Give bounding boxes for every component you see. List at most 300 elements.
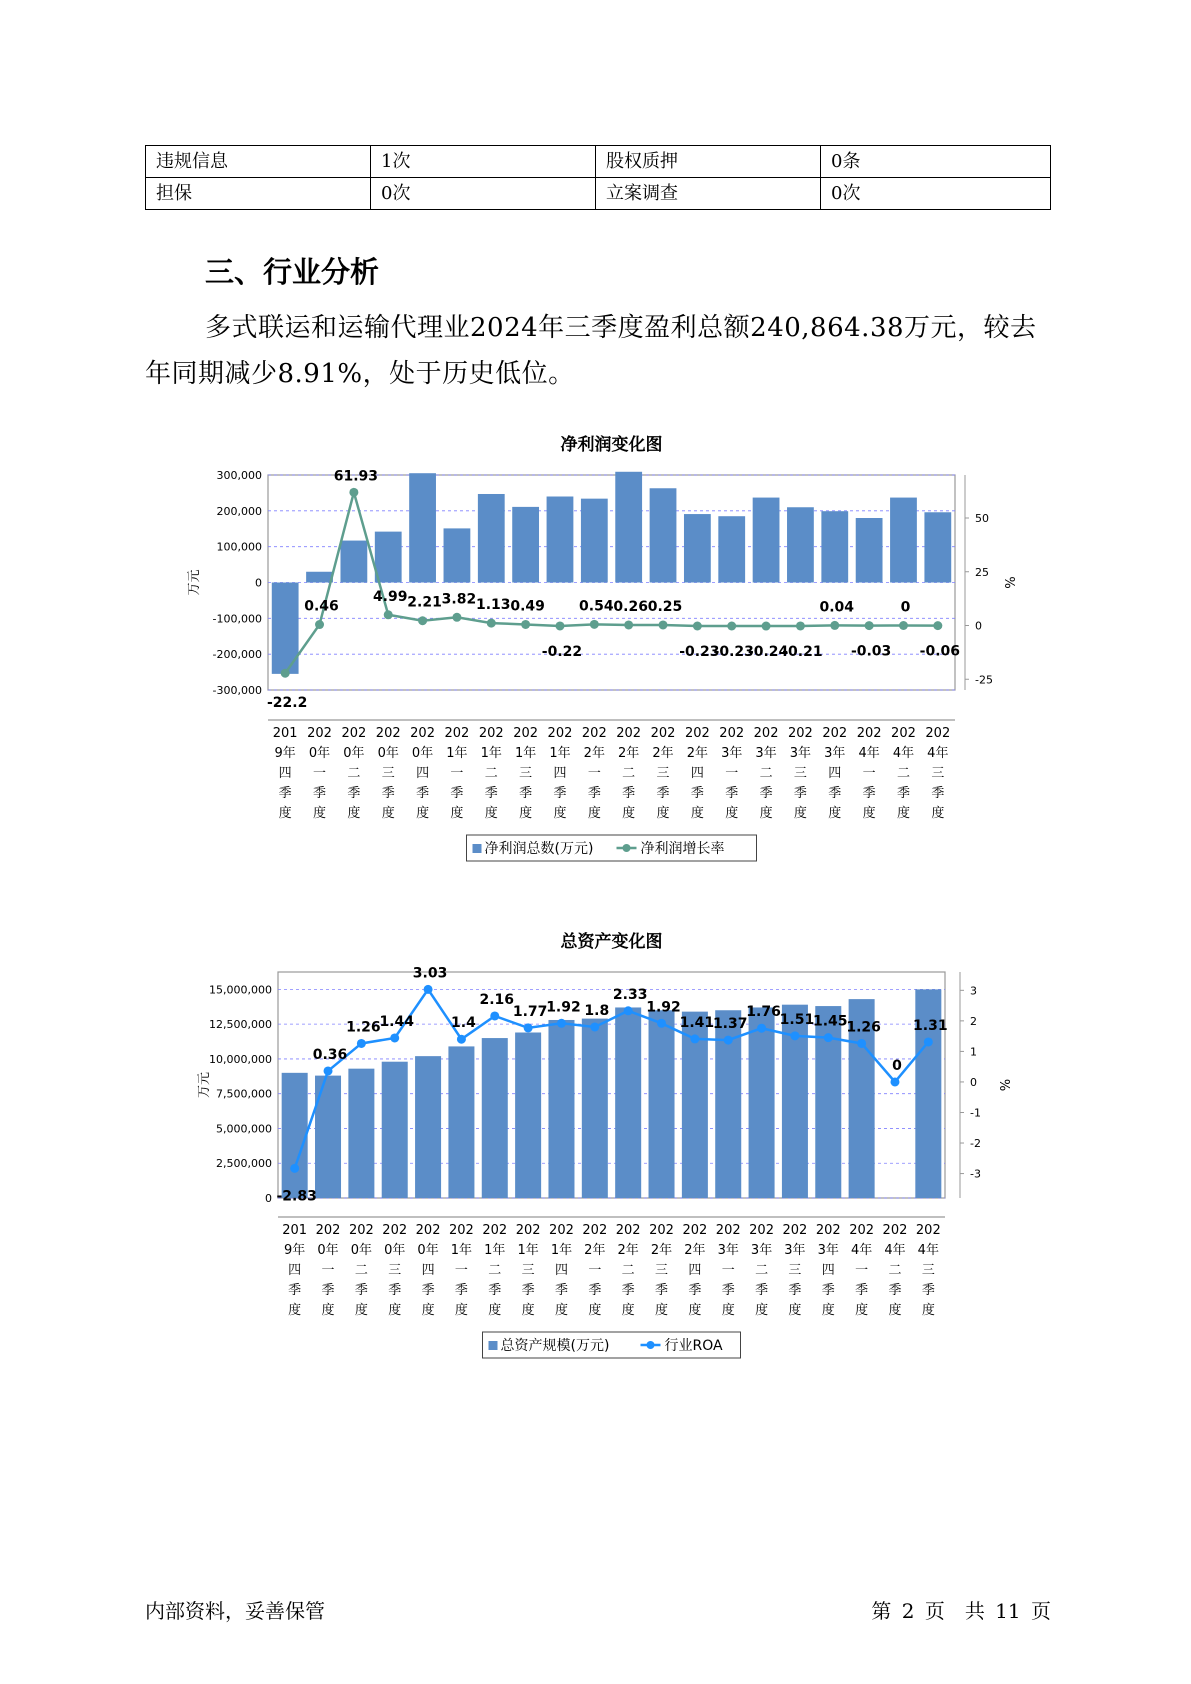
y2-tick-label: 2 <box>970 1014 977 1028</box>
bar <box>415 1056 441 1198</box>
data-label: 0.49 <box>510 598 545 615</box>
x-tick-label: 季 <box>688 1283 702 1298</box>
x-tick-label: 202 <box>891 726 916 741</box>
x-tick-label: 1年 <box>517 1243 539 1258</box>
x-tick-label: 一 <box>725 766 739 781</box>
x-tick-label: 一 <box>587 766 601 781</box>
x-tick-label: 度 <box>450 806 464 821</box>
footer-page-number: 第 2 页 共 11 页 <box>871 1599 1051 1623</box>
line-point <box>555 621 564 630</box>
bar <box>515 1032 541 1198</box>
x-tick-label: 202 <box>684 726 710 741</box>
x-tick-label: 202 <box>315 1223 341 1238</box>
line-point <box>933 621 942 630</box>
x-tick-label: 度 <box>278 806 292 821</box>
x-tick-label: 4年 <box>917 1243 939 1258</box>
bar <box>306 572 333 583</box>
x-tick-label: 1年 <box>514 746 537 761</box>
data-label: 1.31 <box>913 1017 948 1034</box>
y-tick-label: 12,500,000 <box>209 1018 272 1032</box>
x-tick-label: 度 <box>725 806 739 821</box>
y2-tick-label: -2 <box>970 1137 981 1151</box>
x-tick-label: 202 <box>449 1223 474 1238</box>
x-tick-label: 1年 <box>484 1243 506 1258</box>
table-cell: 违规信息 <box>146 146 371 178</box>
data-label: -2.83 <box>276 1188 317 1205</box>
x-tick-label: 202 <box>513 726 539 741</box>
x-tick-label: 202 <box>375 726 401 741</box>
x-tick-label: 度 <box>862 806 876 821</box>
x-tick-label: 季 <box>828 786 842 801</box>
data-label: 2.33 <box>612 986 648 1003</box>
x-tick-label: 9年 <box>284 1243 306 1258</box>
x-tick-label: 季 <box>354 1283 368 1298</box>
x-tick-label: 度 <box>553 806 567 821</box>
legend-line-marker <box>623 844 631 852</box>
x-tick-label: 季 <box>381 786 395 801</box>
x-tick-label: 一 <box>450 766 464 781</box>
y-tick-label: 200,000 <box>216 504 262 518</box>
data-label: 2.21 <box>407 594 442 611</box>
x-tick-label: 度 <box>454 1303 468 1318</box>
data-label: 0.36 <box>312 1046 348 1063</box>
net-profit-chart-svg <box>0 425 1191 875</box>
data-label: 1.77 <box>512 1003 548 1020</box>
x-tick-label: 二 <box>888 1263 902 1278</box>
x-tick-label: 二 <box>621 1263 635 1278</box>
x-tick-label: 度 <box>896 806 910 821</box>
line-point <box>557 1019 566 1028</box>
x-tick-label: 三 <box>388 1263 402 1278</box>
x-tick-label: 度 <box>921 1303 935 1318</box>
x-tick-label: 三 <box>381 766 395 781</box>
x-tick-label: 度 <box>554 1303 568 1318</box>
x-tick-label: 季 <box>862 786 876 801</box>
bar <box>382 1062 408 1198</box>
x-tick-label: 四 <box>278 766 292 781</box>
data-label: 0.25 <box>647 598 683 615</box>
x-tick-label: 4年 <box>858 746 880 761</box>
chart-title: 净利润变化图 <box>560 435 663 455</box>
x-tick-label: 度 <box>655 1303 669 1318</box>
x-tick-label: 季 <box>690 786 704 801</box>
x-tick-label: 度 <box>313 806 327 821</box>
x-tick-label: 季 <box>622 786 636 801</box>
line-point <box>524 1023 533 1032</box>
x-tick-label: 季 <box>759 786 773 801</box>
table-cell: 立案调查 <box>596 178 821 210</box>
x-tick-label: 3年 <box>817 1243 839 1258</box>
x-tick-label: 度 <box>381 806 395 821</box>
x-tick-label: 季 <box>421 1283 435 1298</box>
data-label: 3.82 <box>441 591 477 608</box>
line-point <box>724 1036 733 1045</box>
x-tick-label: 季 <box>388 1283 402 1298</box>
x-tick-label: 季 <box>725 786 739 801</box>
x-tick-label: 度 <box>484 806 498 821</box>
y2-tick-label: -25 <box>975 673 993 687</box>
bar <box>856 518 883 583</box>
x-tick-label: 四 <box>828 766 842 781</box>
line-point <box>324 1066 333 1075</box>
bar <box>718 516 745 582</box>
x-tick-label: 季 <box>450 786 464 801</box>
x-tick-label: 度 <box>690 806 704 821</box>
data-label: 1.41 <box>679 1014 715 1031</box>
y-tick-label: 5,000,000 <box>216 1122 272 1136</box>
x-tick-label: 二 <box>622 766 636 781</box>
x-tick-label: 季 <box>484 786 498 801</box>
data-label: 0 <box>892 1057 902 1074</box>
x-tick-label: 202 <box>348 1223 374 1238</box>
x-tick-label: 度 <box>759 806 773 821</box>
data-label: -0.06 <box>919 643 961 660</box>
data-label: 1.4 <box>451 1015 476 1032</box>
x-tick-label: 季 <box>931 786 945 801</box>
line-point <box>690 1034 699 1043</box>
x-tick-label: 季 <box>519 786 533 801</box>
x-tick-label: 四 <box>688 1263 702 1278</box>
x-tick-label: 202 <box>415 1223 441 1238</box>
x-tick-label: 0年 <box>411 746 434 761</box>
y2-axis-title: % <box>1001 576 1016 589</box>
x-tick-label: 度 <box>855 1303 869 1318</box>
data-label: 0.04 <box>819 599 855 616</box>
bar <box>478 494 505 583</box>
x-tick-label: 度 <box>587 806 601 821</box>
y2-tick-label: -3 <box>970 1167 981 1181</box>
x-tick-label: 2年 <box>684 1243 706 1258</box>
bar <box>821 511 848 582</box>
y-tick-label: 10,000,000 <box>209 1052 272 1066</box>
x-tick-label: 0年 <box>384 1243 406 1258</box>
x-tick-label: 季 <box>587 786 601 801</box>
x-tick-label: 4年 <box>927 746 949 761</box>
x-tick-label: 202 <box>341 726 367 741</box>
x-tick-label: 202 <box>649 1223 674 1238</box>
x-tick-label: 202 <box>815 1223 841 1238</box>
line-point <box>424 985 433 994</box>
line-point <box>349 488 358 497</box>
x-tick-label: 季 <box>793 786 807 801</box>
x-tick-label: 三 <box>656 766 670 781</box>
table-cell: 0条 <box>821 146 1051 178</box>
line-point <box>290 1164 299 1173</box>
x-tick-label: 二 <box>484 766 498 781</box>
x-tick-label: 四 <box>553 766 567 781</box>
bar <box>512 507 539 583</box>
x-tick-label: 3年 <box>717 1243 739 1258</box>
x-tick-label: 0年 <box>377 746 399 761</box>
x-tick-label: 202 <box>382 1223 408 1238</box>
x-tick-label: 度 <box>621 1303 635 1318</box>
x-tick-label: 1年 <box>446 746 468 761</box>
bar <box>444 528 471 582</box>
bar <box>448 1046 474 1198</box>
y-tick-label: -200,000 <box>212 648 262 662</box>
x-tick-label: 202 <box>782 1223 808 1238</box>
x-tick-label: 一 <box>862 766 876 781</box>
x-tick-label: 3年 <box>824 746 846 761</box>
x-tick-label: 一 <box>321 1263 335 1278</box>
x-tick-label: 201 <box>282 1223 308 1238</box>
x-tick-label: 3年 <box>784 1243 806 1258</box>
line-point <box>659 620 668 629</box>
x-tick-label: 季 <box>755 1283 769 1298</box>
table-cell: 股权质押 <box>596 146 821 178</box>
x-tick-label: 202 <box>719 726 745 741</box>
x-tick-label: 2年 <box>583 746 605 761</box>
line-point <box>865 621 874 630</box>
x-tick-label: 度 <box>521 1303 535 1318</box>
x-tick-label: 四 <box>416 766 430 781</box>
table-row <box>146 178 1051 210</box>
x-tick-label: 2年 <box>652 746 674 761</box>
bar <box>787 507 814 582</box>
x-tick-label: 202 <box>856 726 882 741</box>
bar <box>581 499 608 583</box>
x-tick-label: 202 <box>515 1223 541 1238</box>
x-tick-label: 1年 <box>550 1243 573 1258</box>
line-point <box>457 1035 466 1044</box>
data-label: 1.37 <box>712 1016 748 1033</box>
x-tick-label: 季 <box>313 786 327 801</box>
x-tick-label: 四 <box>554 1263 568 1278</box>
line-point <box>790 1031 799 1040</box>
line-point <box>824 1033 833 1042</box>
data-label: 0.54 <box>579 598 614 615</box>
y2-tick-label: 0 <box>975 619 982 633</box>
x-tick-label: 0年 <box>308 746 331 761</box>
analysis-paragraph: 多式联运和运输代理业2024年三季度盈利总额240,864.38万元，较去年同期减少8.91%，处于历史低位。 <box>145 313 1037 389</box>
line-point <box>890 1077 899 1086</box>
y-tick-label: 2,500,000 <box>216 1157 272 1171</box>
x-tick-label: 0年 <box>417 1243 439 1258</box>
x-tick-label: 三 <box>519 766 533 781</box>
x-tick-label: 一 <box>588 1263 602 1278</box>
x-tick-label: 度 <box>588 1303 602 1318</box>
x-tick-label: 二 <box>347 766 361 781</box>
bar <box>547 497 574 583</box>
x-tick-label: 度 <box>388 1303 402 1318</box>
x-tick-label: 202 <box>482 1223 508 1238</box>
x-tick-label: 一 <box>721 1263 735 1278</box>
x-tick-label: 二 <box>755 1263 769 1278</box>
bar <box>649 1010 675 1198</box>
line-point <box>487 619 496 628</box>
line-point <box>624 620 633 629</box>
line-point <box>418 616 427 625</box>
y2-tick-label: 3 <box>970 984 977 998</box>
x-tick-label: 季 <box>553 786 567 801</box>
data-label: -0.23 <box>713 643 754 660</box>
info-table <box>145 145 1051 210</box>
x-tick-label: 度 <box>828 806 842 821</box>
x-tick-label: 度 <box>622 806 636 821</box>
data-label: 1.26 <box>846 1019 881 1036</box>
legend-line-label: 行业ROA <box>664 1338 723 1354</box>
data-label: 0.46 <box>304 598 339 615</box>
x-tick-label: 3年 <box>755 746 777 761</box>
x-tick-label: 度 <box>721 1303 735 1318</box>
x-tick-label: 季 <box>521 1283 535 1298</box>
y-tick-label: 7,500,000 <box>216 1087 272 1101</box>
line-point <box>762 622 771 631</box>
x-tick-label: 四 <box>421 1263 435 1278</box>
line-point <box>796 621 805 630</box>
x-tick-label: 度 <box>519 806 533 821</box>
x-tick-label: 三 <box>788 1263 802 1278</box>
x-tick-label: 度 <box>488 1303 502 1318</box>
x-tick-label: 二 <box>759 766 773 781</box>
bar <box>615 1007 641 1198</box>
table-cell: 担保 <box>146 178 371 210</box>
line-point <box>490 1011 499 1020</box>
x-tick-label: 四 <box>690 766 704 781</box>
y2-axis-title: % <box>996 1078 1011 1092</box>
x-tick-label: 三 <box>793 766 807 781</box>
x-tick-label: 202 <box>615 1223 641 1238</box>
line-point <box>281 669 290 678</box>
x-tick-label: 202 <box>749 1223 774 1238</box>
net-profit-chart <box>0 425 1191 875</box>
data-label: 1.51 <box>779 1011 815 1028</box>
data-label: -0.21 <box>782 643 823 660</box>
x-tick-label: 4年 <box>892 746 915 761</box>
y2-tick-label: 0 <box>970 1075 977 1089</box>
y-tick-label: 0 <box>265 1192 272 1205</box>
x-tick-label: 202 <box>788 726 813 741</box>
line-point <box>624 1006 633 1015</box>
line-point <box>899 621 908 630</box>
x-tick-label: 202 <box>581 726 607 741</box>
table-cell: 0次 <box>821 178 1051 210</box>
data-label: 1.92 <box>646 999 681 1016</box>
x-tick-label: 季 <box>621 1283 635 1298</box>
data-label: -0.23 <box>679 643 720 660</box>
y2-tick-label: 1 <box>970 1045 977 1059</box>
data-label: 1.76 <box>746 1004 781 1021</box>
x-tick-label: 202 <box>715 1223 741 1238</box>
x-tick-label: 三 <box>931 766 945 781</box>
x-tick-label: 0年 <box>317 1243 339 1258</box>
x-tick-label: 202 <box>547 726 573 741</box>
x-tick-label: 202 <box>582 1223 608 1238</box>
data-label: 61.93 <box>333 468 379 485</box>
x-tick-label: 2年 <box>584 1243 606 1258</box>
x-tick-label: 季 <box>488 1283 502 1298</box>
data-label: 2.16 <box>479 991 515 1008</box>
x-tick-label: 度 <box>821 1303 835 1318</box>
legend-bar-swatch <box>489 1341 498 1350</box>
x-tick-label: 3年 <box>789 746 812 761</box>
bar <box>890 498 917 583</box>
x-tick-label: 三 <box>655 1263 669 1278</box>
y-axis-title: 万元 <box>187 569 202 596</box>
x-tick-label: 季 <box>347 786 361 801</box>
x-tick-label: 季 <box>788 1283 802 1298</box>
x-tick-label: 度 <box>793 806 807 821</box>
x-tick-label: 3年 <box>721 746 743 761</box>
y-tick-label: -300,000 <box>212 684 262 697</box>
data-label: 0 <box>900 599 911 616</box>
x-tick-label: 201 <box>272 726 298 741</box>
line-point <box>452 613 461 622</box>
x-tick-label: 202 <box>682 1223 708 1238</box>
bar <box>749 1007 775 1198</box>
line-point <box>924 1037 933 1046</box>
x-tick-label: 202 <box>478 726 504 741</box>
x-tick-label: 度 <box>421 1303 435 1318</box>
line-point <box>390 1033 399 1042</box>
line-point <box>384 610 393 619</box>
legend-line-marker <box>647 1341 655 1349</box>
x-tick-label: 3年 <box>750 1243 773 1258</box>
x-tick-label: 季 <box>855 1283 869 1298</box>
x-tick-label: 4年 <box>850 1243 873 1258</box>
x-tick-label: 二 <box>488 1263 502 1278</box>
x-tick-label: 度 <box>354 1303 368 1318</box>
x-tick-label: 0年 <box>350 1243 373 1258</box>
x-tick-label: 季 <box>588 1283 602 1298</box>
x-tick-label: 2年 <box>618 746 640 761</box>
bar <box>340 541 367 583</box>
legend-line-label: 净利润增长率 <box>640 841 725 857</box>
x-tick-label: 202 <box>444 726 470 741</box>
x-tick-label: 202 <box>822 726 848 741</box>
x-tick-label: 季 <box>655 1283 669 1298</box>
x-tick-label: 二 <box>896 766 910 781</box>
y2-tick-label: 25 <box>975 565 989 579</box>
x-tick-label: 度 <box>931 806 945 821</box>
line-point <box>830 621 839 630</box>
x-tick-label: 季 <box>821 1283 835 1298</box>
x-tick-label: 三 <box>921 1263 935 1278</box>
bar <box>482 1038 508 1198</box>
x-tick-label: 202 <box>616 726 642 741</box>
table-cell: 0次 <box>371 178 596 210</box>
section-title: 三、行业分析 <box>205 255 380 289</box>
line-point <box>590 1022 599 1031</box>
data-label: 1.45 <box>813 1013 848 1030</box>
line-point <box>590 620 599 629</box>
x-tick-label: 一 <box>454 1263 468 1278</box>
footer-confidential: 内部资料，妥善保管 <box>145 1599 325 1623</box>
x-tick-label: 四 <box>821 1263 835 1278</box>
y-tick-label: -100,000 <box>212 612 262 626</box>
x-tick-label: 一 <box>313 766 327 781</box>
x-tick-label: 度 <box>788 1303 802 1318</box>
data-label: -22.2 <box>266 695 308 712</box>
table-cell: 1次 <box>371 146 596 178</box>
y-tick-label: 15,000,000 <box>209 983 272 997</box>
bar <box>615 472 642 583</box>
bar <box>375 532 402 583</box>
x-tick-label: 季 <box>278 786 292 801</box>
data-label: 1.26 <box>346 1019 381 1036</box>
x-tick-label: 1年 <box>480 746 502 761</box>
x-tick-label: 202 <box>925 726 951 741</box>
line-point <box>727 621 736 630</box>
x-tick-label: 1年 <box>549 746 571 761</box>
x-tick-label: 度 <box>416 806 430 821</box>
line-point <box>757 1024 766 1033</box>
x-tick-label: 202 <box>410 726 435 741</box>
x-tick-label: 202 <box>882 1223 908 1238</box>
x-tick-label: 四 <box>288 1263 302 1278</box>
line-point <box>315 620 324 629</box>
line-point <box>657 1019 666 1028</box>
